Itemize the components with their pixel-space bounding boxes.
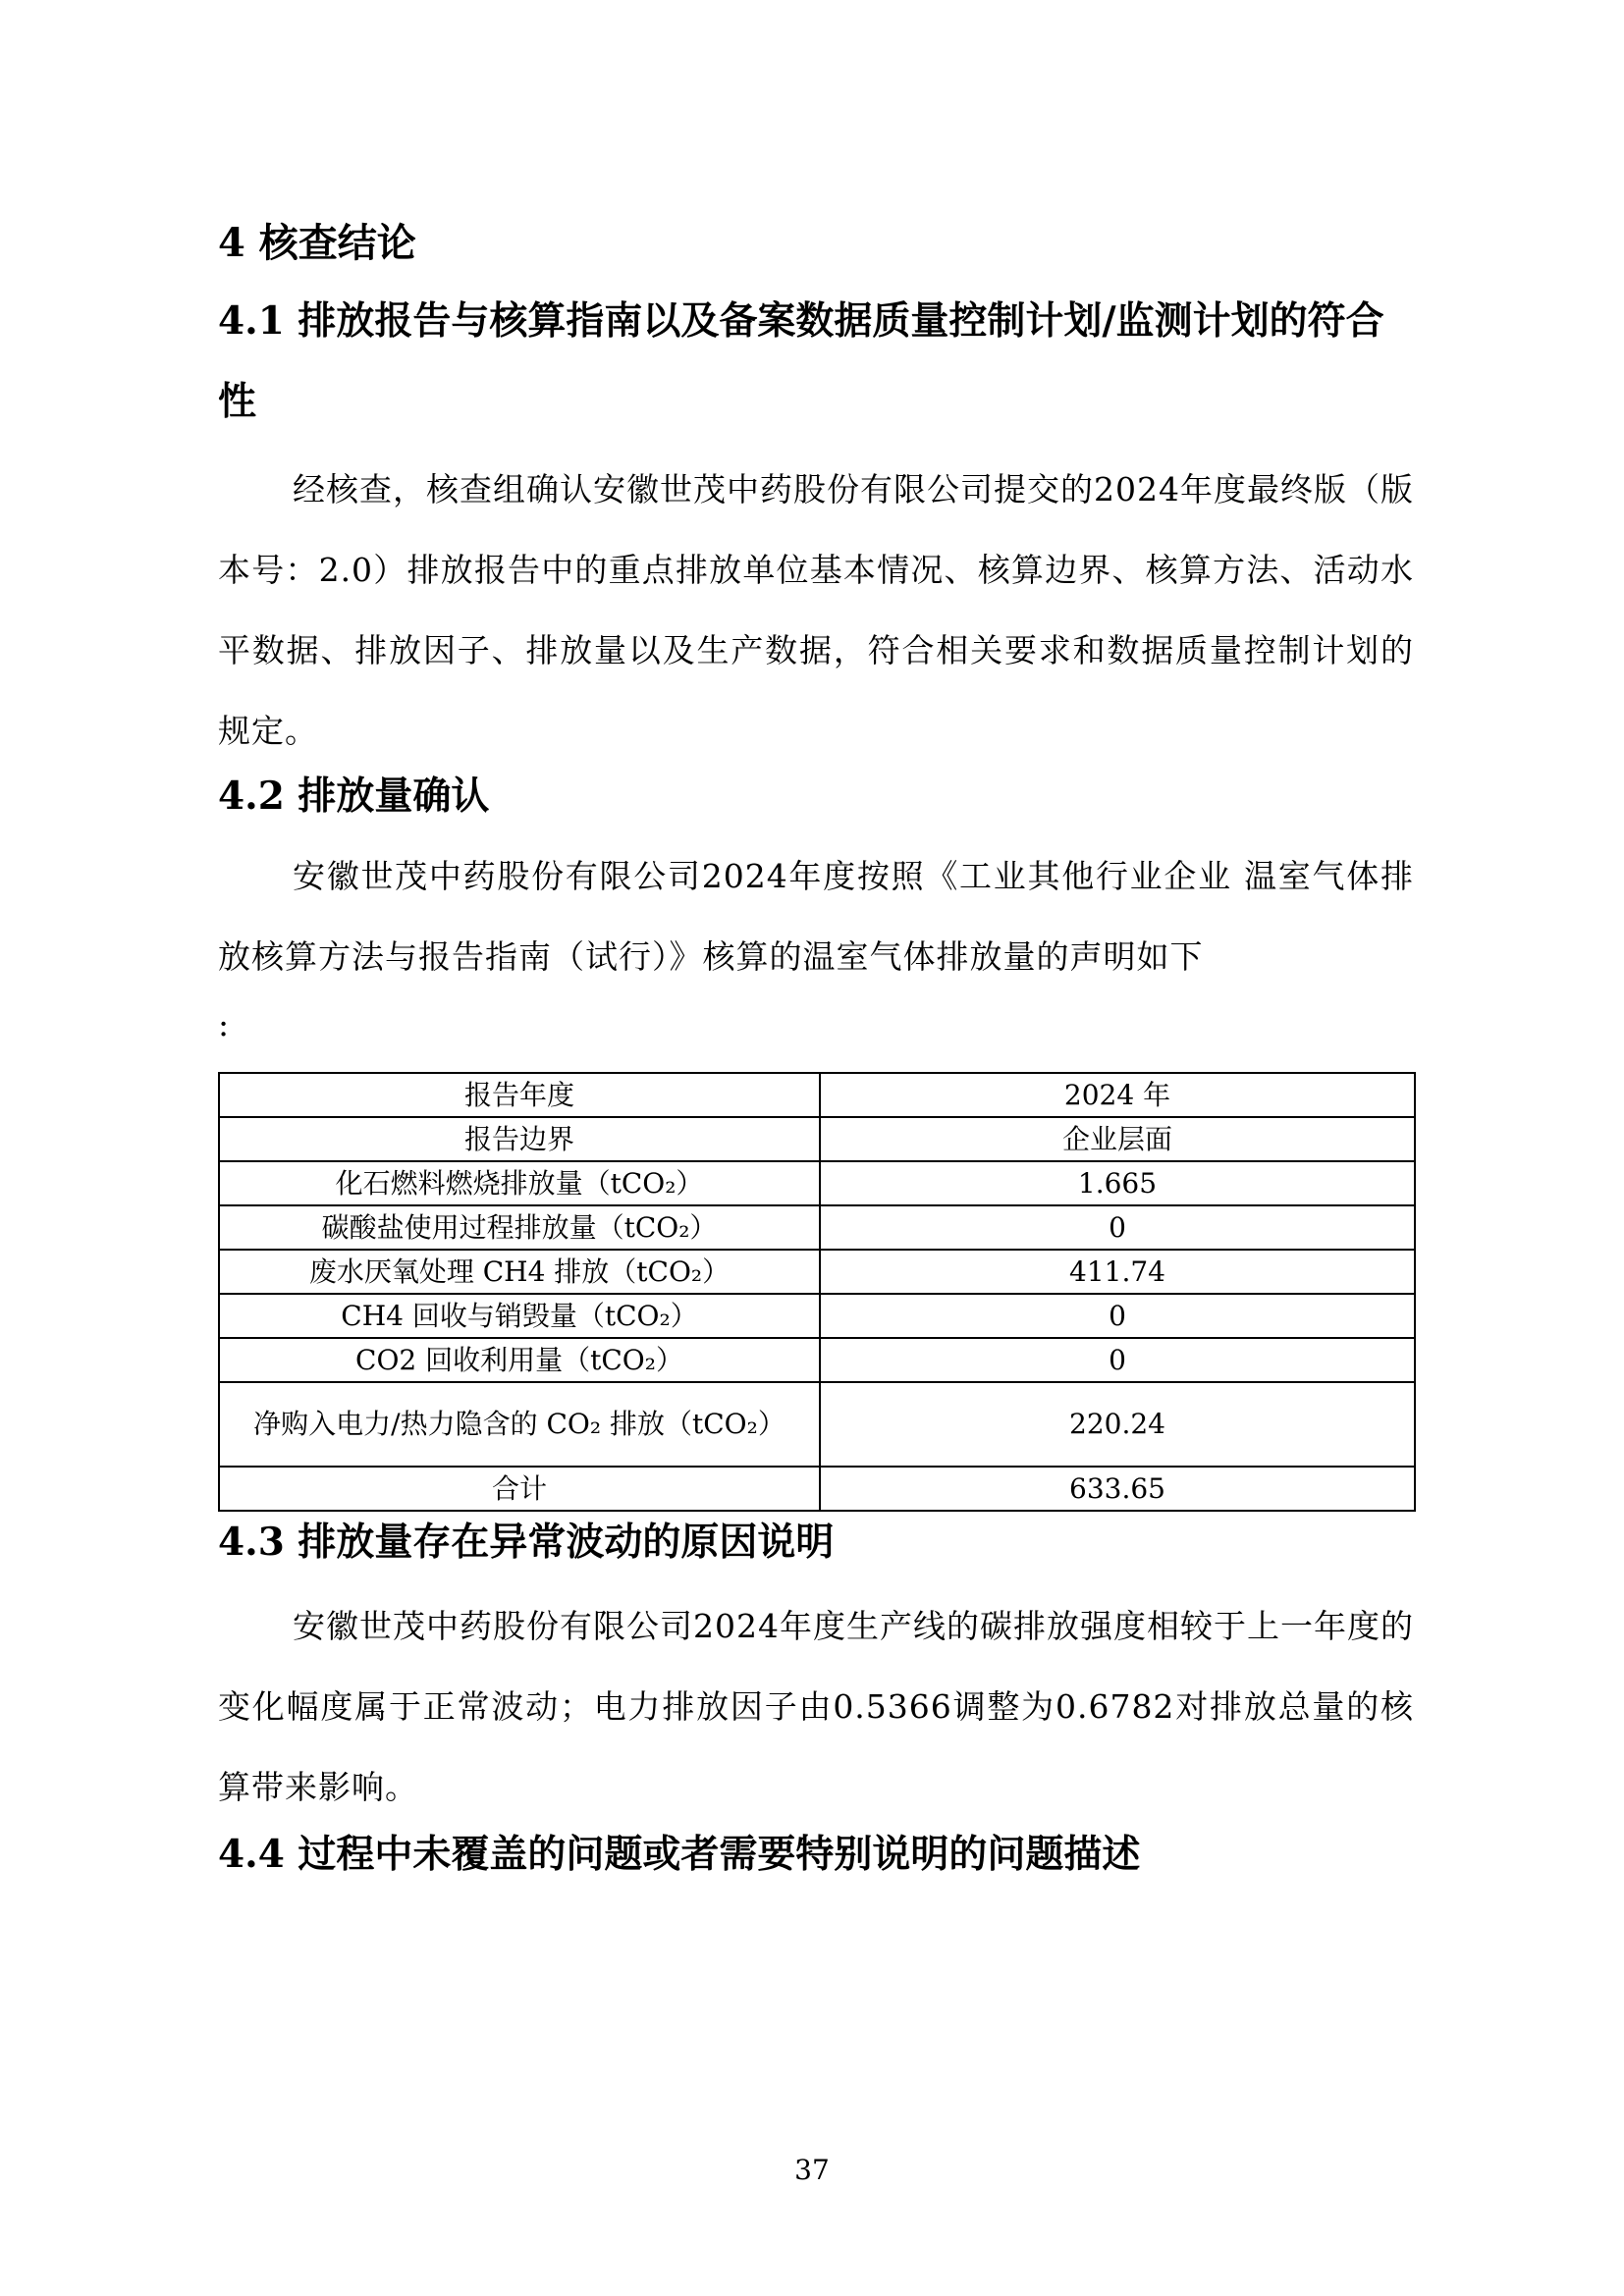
table-cell-label: 合计	[219, 1467, 820, 1511]
emission-table	[218, 1072, 1416, 1512]
section-heading-4-4: 4.4 过程中未覆盖的问题或者需要特别说明的问题描述	[218, 1832, 1141, 1877]
table-row	[219, 1338, 1415, 1382]
table-cell-value: 411.74	[820, 1250, 1415, 1294]
section-heading-4: 4 核查结论	[218, 220, 416, 266]
table-row	[219, 1294, 1415, 1338]
table-row	[219, 1117, 1415, 1161]
paragraph-fluctuation-reason: 安徽世茂中药股份有限公司2024年度生产线的碳排放强度相较于上一年度的变化幅度属于正常波动；电力排放因子由0.5366调整为0.6782对排放总量的核算带来影响。	[218, 1607, 1414, 1806]
table-cell-value: 1.665	[820, 1161, 1415, 1205]
paragraph-trailing-colon: :	[218, 1005, 230, 1043]
table-cell-label: CH4 回收与销毁量（tCO₂）	[219, 1294, 820, 1338]
table-cell-label: 净购入电力/热力隐含的 CO₂ 排放（tCO₂）	[219, 1382, 820, 1467]
table-cell-label: 报告边界	[219, 1117, 820, 1161]
paragraph-conformity: 经核查，核查组确认安徽世茂中药股份有限公司提交的2024年度最终版（版本号：2.0）排放报告中的重点排放单位基本情况、核算边界、核算方法、活动水平数据、排放因子、排放量以及生产数据，符合相关要求和数据质量控制计划的规定。	[218, 470, 1414, 750]
table-row	[219, 1073, 1415, 1117]
table-row	[219, 1161, 1415, 1205]
table-cell-value: 633.65	[820, 1467, 1415, 1511]
table-cell-label: 化石燃料燃烧排放量（tCO₂）	[219, 1161, 820, 1205]
section-heading-4-2: 4.2 排放量确认	[218, 774, 490, 819]
paragraph-emission-statement: 安徽世茂中药股份有限公司2024年度按照《工业其他行业企业 温室气体排放核算方法与报告指南（试行）》核算的温室气体排放量的声明如下	[218, 857, 1414, 976]
section-heading-4-1: 4.1 排放报告与核算指南以及备案数据质量控制计划/监测计划的符合性	[218, 298, 1384, 424]
table-row	[219, 1205, 1415, 1250]
table-cell-label: 碳酸盐使用过程排放量（tCO₂）	[219, 1205, 820, 1250]
table-cell-label: 废水厌氧处理 CH4 排放（tCO₂）	[219, 1250, 820, 1294]
table-cell-value: 企业层面	[820, 1117, 1415, 1161]
table-cell-value: 220.24	[820, 1382, 1415, 1467]
page-number: 37	[794, 2154, 830, 2186]
table-row	[219, 1382, 1415, 1467]
section-heading-4-3: 4.3 排放量存在异常波动的原因说明	[218, 1520, 835, 1565]
table-cell-label: CO2 回收利用量（tCO₂）	[219, 1338, 820, 1382]
table-cell-label: 报告年度	[219, 1073, 820, 1117]
table-cell-value: 0	[820, 1338, 1415, 1382]
table-cell-value: 0	[820, 1205, 1415, 1250]
table-cell-value: 2024 年	[820, 1073, 1415, 1117]
table-cell-value: 0	[820, 1294, 1415, 1338]
table-row	[219, 1250, 1415, 1294]
